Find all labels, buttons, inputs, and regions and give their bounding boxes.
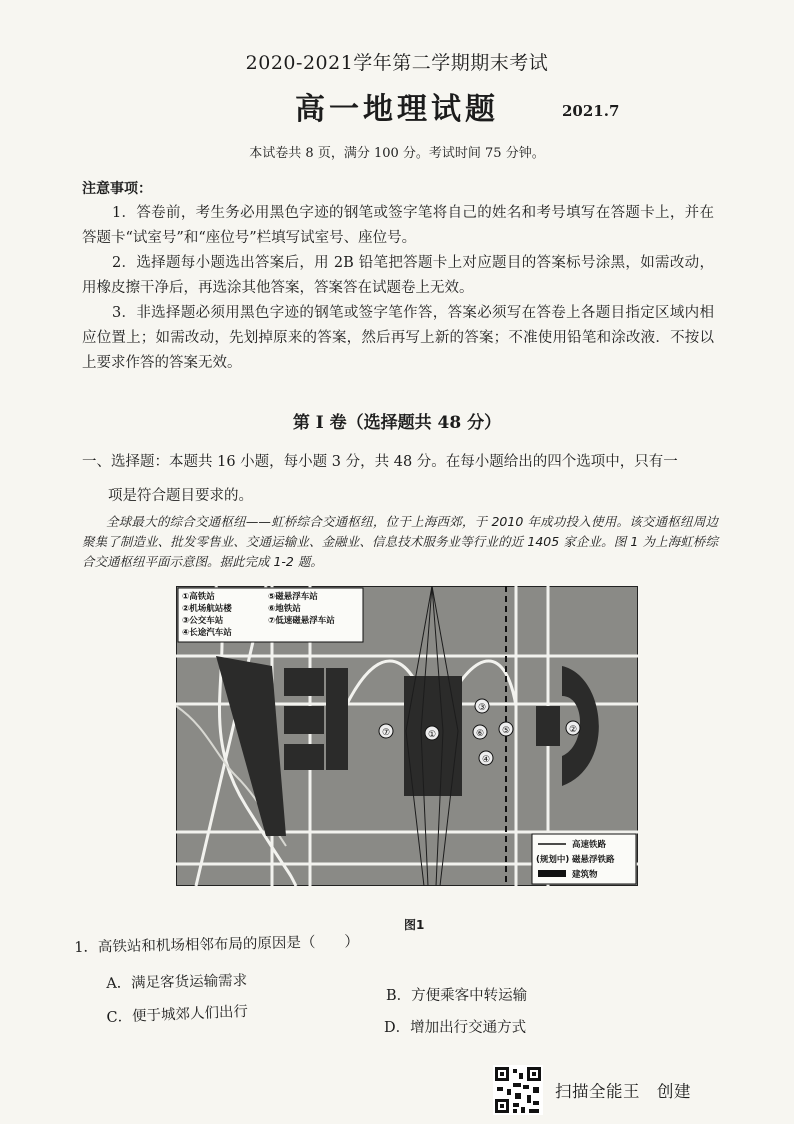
notice-title: 注意事项： xyxy=(82,181,152,197)
legend-line-label: 磁悬浮铁路 xyxy=(572,855,615,865)
legend-station: ①高铁站 xyxy=(182,592,215,602)
exam-title: 2020-2021学年第二学期期末考试 xyxy=(245,52,549,74)
marker-label: ⑥ xyxy=(476,729,485,739)
marker-label: ③ xyxy=(478,703,487,713)
legend-line-label: 高速铁路 xyxy=(572,840,607,850)
question-1-option-d: D．增加出行交通方式 xyxy=(384,1020,527,1036)
question-1-stem: 1．高铁站和机场相邻布局的原因是（ ） xyxy=(74,934,360,956)
notice-item: 3．非选择题必须用黑色字迹的钢笔或签字笔作答，答案必须写在答卷上各题目指定区域内相应位置上；如需改动，先划掉原来的答案，然后再写上新的答案；不准使用铅笔和涂改液．不按以上要求作答的答案无效。 xyxy=(82,305,714,371)
map-drawing xyxy=(176,586,638,886)
reading-material: 全球最大的综合交通枢纽——虹桥综合交通枢纽，位于上海西郊，于 2010 年成功投入使用。该交通枢纽周边聚集了制造业、批发零售业、交通运输业、金融业、信息技术服务业等行业的近 1405 家企业。图 1 为上海虹桥综合交通枢纽平面示意图。据此完成 1-2 题。 xyxy=(82,514,718,569)
question-1-option-b: B．方便乘客中转运输 xyxy=(386,988,528,1004)
notice-item: 1．答卷前，考生务必用黑色字迹的钢笔或签字笔将自己的姓名和考号填写在答题卡上，并在答题卡“试室号”和“座位号”栏填写试室号、座位号。 xyxy=(82,205,714,246)
marker-label: ④ xyxy=(482,755,491,765)
exam-info: 本试卷共 8 页，满分 100 分。考试时间 75 分钟。 xyxy=(249,146,545,161)
building-symbol xyxy=(538,870,566,877)
legend-line-label: 建筑物 xyxy=(572,870,598,880)
marker-label: ② xyxy=(569,725,578,735)
marker-label: ⑤ xyxy=(502,726,511,736)
hongqiao-hub-map xyxy=(176,586,638,886)
scanner-watermark-label: 扫描全能王 创建 xyxy=(555,1082,691,1101)
subject-title: 高一地理试题 xyxy=(295,92,499,127)
notice-item: 2．选择题每小题选出答案后，用 2B 铅笔把答题卡上对应题目的答案标号涂黑，如需改动，用橡皮擦干净后，再选涂其他答案，答案答在试题卷上无效。 xyxy=(82,255,714,296)
legend-line-symbol: (规划中) xyxy=(536,855,570,865)
section-title: 第 I 卷（选择题共 48 分） xyxy=(292,413,502,433)
legend-station: ④长途汽车站 xyxy=(182,628,232,638)
section-instruction-continued: 项是符合题目要求的。 xyxy=(108,488,253,504)
marker-label: ① xyxy=(428,730,437,740)
legend-station: ⑥地铁站 xyxy=(268,604,301,614)
question-1-option-c: C．便于城郊人们出行 xyxy=(106,1003,249,1026)
qr-code-graphic xyxy=(493,1065,543,1115)
legend-station: ⑦低速磁悬浮车站 xyxy=(268,616,335,626)
legend-station: ②机场航站楼 xyxy=(182,604,232,614)
section-instruction: 一、选择题：本题共 16 小题，每小题 3 分，共 48 分。在每小题给出的四个选项中，只有一 xyxy=(82,454,678,470)
exam-date: 2021.7 xyxy=(562,102,620,120)
legend-station: ③公交车站 xyxy=(182,616,224,626)
figure-caption: 图1 xyxy=(404,918,425,932)
qr-code-icon xyxy=(493,1065,543,1115)
question-1-option-a: A．满足客货运输需求 xyxy=(106,973,248,992)
legend-station: ⑤磁悬浮车站 xyxy=(268,592,318,602)
marker-label: ⑦ xyxy=(382,728,391,738)
